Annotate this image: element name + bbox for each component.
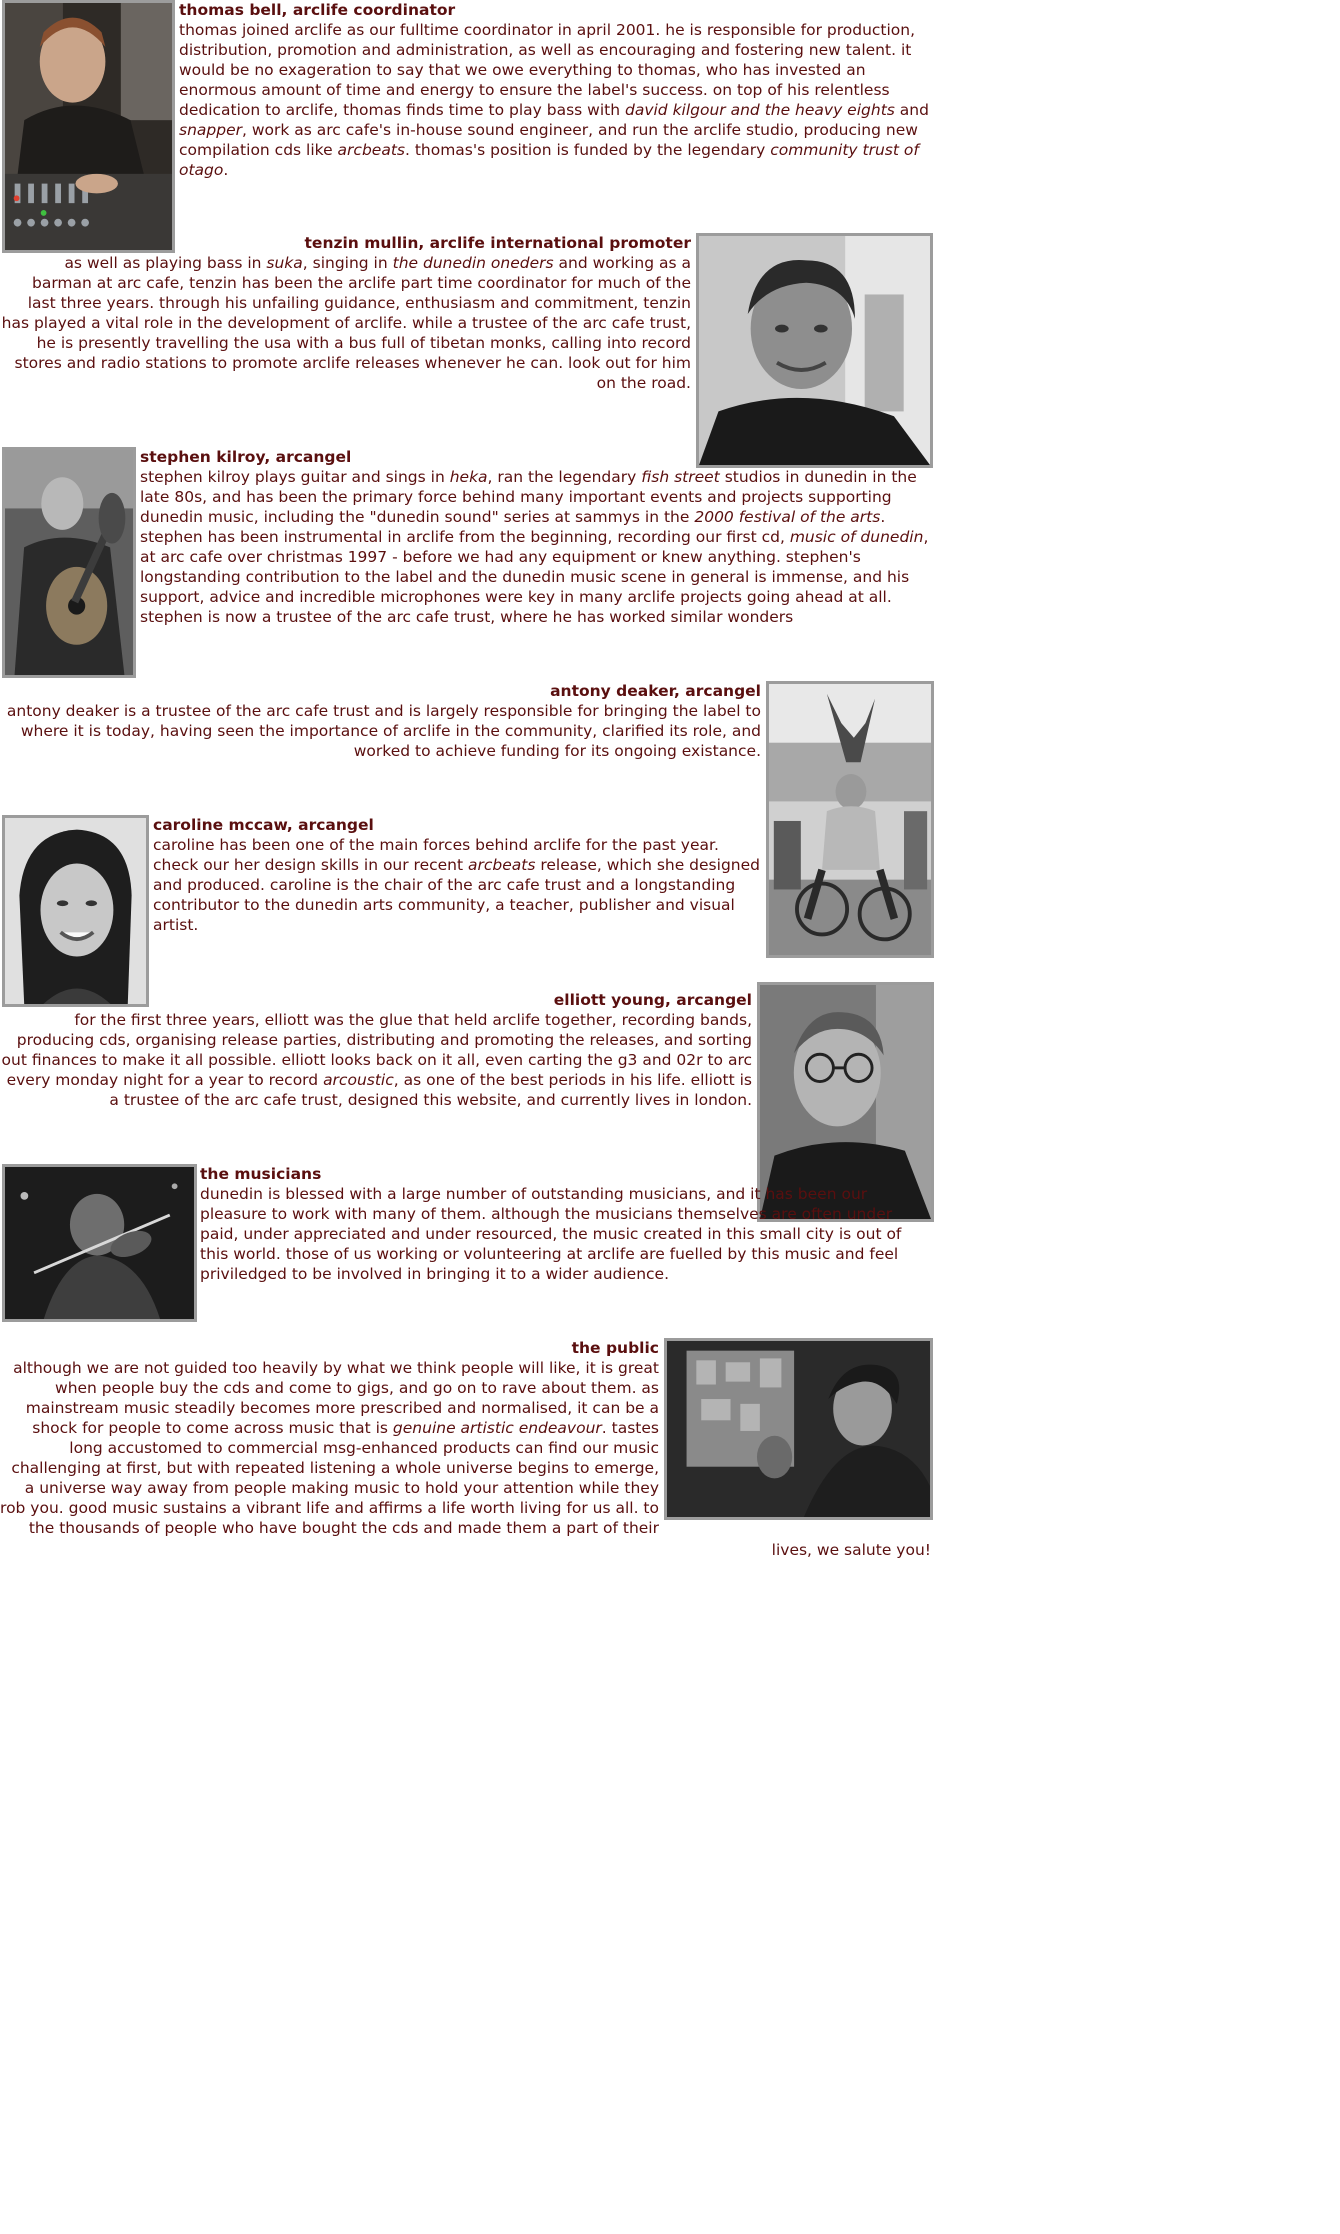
public-heading: the public (571, 1339, 659, 1357)
elliott-young-section (0, 990, 752, 1110)
public-section (0, 1338, 659, 1538)
stephen-kilroy-heading: stephen kilroy, arcangel (140, 448, 352, 466)
tenzin-mullin-text: as well as playing bass in suka, singing in the dunedin oneders and working as a barman at arc cafe, tenzin has been the arclife part time coordinator for much of the last three years. through his unfailing guidance, enthusiasm and commitment, tenzin has played a vital role in the development of arclife. while a trustee of the arc cafe trust, he is presently travelling the usa with a bus full of tibetan monks, calling into record stores and radio stations to promote arclife releases whenever he can. look out for him on the road. (1, 254, 691, 392)
elliott-young-heading: elliott young, arcangel (553, 991, 752, 1009)
musicians-photo (2, 1164, 197, 1322)
public-photo (664, 1338, 933, 1520)
caroline-mccaw-photo (2, 815, 149, 1007)
musicians-text: dunedin is blessed with a large number of outstanding musicians, and it has been our pleasure to work with many of them. although the musicians themselves are often under paid, under appreciated and under resourced, the music created in this small city is out of this world. those of us working or volunteering at arclife are fuelled by this music and feel priviledged to be involved in bringing it to a wider audience. (200, 1185, 902, 1283)
public-closing-line: lives, we salute you! (771, 1541, 931, 1559)
musicians-heading: the musicians (200, 1165, 322, 1183)
elliott-young-text: for the first three years, elliott was the glue that held arclife together, recording bands, producing cds, organising release parties, distributing and promoting the releases, and sorting out finances to make it all possible. elliott looks back on it all, even carting the g3 and 02r to arc every monday night for a year to record arcoustic, as one of the best periods in his life. elliott is a trustee of the arc cafe trust, designed this website, and currently lives in london. (1, 1011, 752, 1109)
thomas-bell-heading: thomas bell, arclife coordinator (179, 1, 456, 19)
thomas-bell-section (179, 0, 931, 180)
public-text: although we are not guided too heavily by what we think people will like, it is great when people buy the cds and come to gigs, and go on to rave about them. as mainstream music steadily becomes more prescribed and normalised, it can be a shock for people to come across music that is genuine artistic endeavour. tastes long accustomed to commercial msg-enhanced products can find our music challenging at first, but with repeated listening a whole universe begins to emerge, a universe way away from people making music to hold your attention while they rob you. good music sustains a vibrant life and affirms a life worth living for us all. to the thousands of people who have bought the cds and made them a part of their (0, 1359, 659, 1537)
tenzin-mullin-heading: tenzin mullin, arclife international promoter (304, 234, 691, 252)
caroline-mccaw-text: caroline has been one of the main forces behind arclife for the past year. check our her design skills in our recent arcbeats release, which she designed and produced. caroline is the chair of the arc cafe trust and a longstanding contributor to the dunedin arts community, a teacher, publisher and visual artist. (153, 836, 760, 934)
stephen-kilroy-text: stephen kilroy plays guitar and sings in heka, ran the legendary fish street studios in dunedin in the late 80s, and has been the primary force behind many important events and projects supporting dunedin music, including the "dunedin sound" series at sammys in the 2000 festival of the arts. stephen has been instrumental in arclife from the beginning, recording our first cd, music of dunedin, at arc cafe over christmas 1997 - before we had any equipment or knew anything. stephen's longstanding contribution to the label and the dunedin music scene in general is immense, and his support, advice and incredible microphones were key in many arclife projects going ahead at all. stephen is now a trustee of the arc cafe trust, where he has worked similar wonders (140, 468, 929, 626)
antony-deaker-text: antony deaker is a trustee of the arc cafe trust and is largely responsible for bringing the label to where it is today, having seen the importance of arclife in the community, clarified its role, and worked to achieve funding for its ongoing existance. (6, 702, 761, 760)
antony-deaker-photo (766, 681, 934, 958)
stephen-kilroy-photo (2, 447, 136, 678)
thomas-bell-text: thomas joined arclife as our fulltime coordinator in april 2001. he is responsible for production, distribution, promotion and administration, as well as encouraging and fostering new talent. it would be no exageration to say that we owe everything to thomas, who has invested an enormous amount of time and energy to ensure the label's success. on top of his relentless dedication to arclife, thomas finds time to play bass with david kilgour and the heavy eights and snapper, work as arc cafe's in-house sound engineer, and run the arclife studio, producing new compilation cds like arcbeats. thomas's position is funded by the legendary community trust of otago. (179, 21, 929, 179)
antony-deaker-heading: antony deaker, arcangel (550, 682, 761, 700)
caroline-mccaw-heading: caroline mccaw, arcangel (153, 816, 374, 834)
thomas-bell-photo (2, 0, 175, 253)
caroline-mccaw-section (153, 815, 761, 935)
antony-deaker-section (0, 681, 761, 761)
tenzin-mullin-section (0, 233, 691, 393)
tenzin-mullin-photo (696, 233, 933, 468)
musicians-section (200, 1164, 933, 1284)
stephen-kilroy-section (140, 447, 932, 627)
